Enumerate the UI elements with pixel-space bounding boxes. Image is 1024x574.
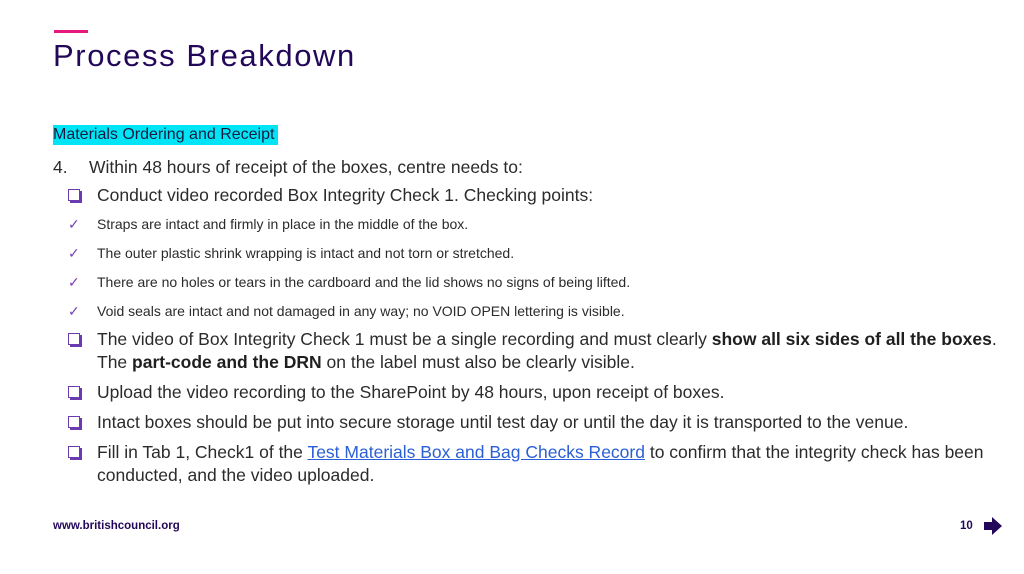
list-item-text: Fill in Tab 1, Check1 of the Test Materials Box and Bag Checks Record to confirm that the integrity check has been conducted, and the video uploaded. xyxy=(97,442,984,485)
check-item xyxy=(53,244,1003,262)
section-heading: Materials Ordering and Receipt xyxy=(53,125,278,145)
list-item-text: The video of Box Integrity Check 1 must be a single recording and must clearly show all six sides of all the boxes. The part-code and the DRN on the label must also be clearly visible. xyxy=(97,329,997,372)
content-body xyxy=(53,156,1003,487)
check-item-text: Straps are intact and firmly in place in the middle of the box. xyxy=(97,216,469,232)
checkmark-icon: ✓ xyxy=(68,245,80,261)
list-item-text: Upload the video recording to the SharePoint by 48 hours, upon receipt of boxes. xyxy=(97,382,725,402)
page-number: 10 xyxy=(960,520,973,532)
list-item xyxy=(53,328,1003,374)
list-item xyxy=(53,381,1003,404)
check-item-text: There are no holes or tears in the cardboard and the lid shows no signs of being lifted. xyxy=(97,274,631,290)
check-item xyxy=(53,273,1003,291)
check-item xyxy=(53,302,1003,320)
list-item-text: Conduct video recorded Box Integrity Check 1. Checking points: xyxy=(97,185,594,205)
arrow-right-icon[interactable] xyxy=(983,516,1003,536)
square-bullet-icon xyxy=(68,333,80,345)
check-item xyxy=(53,215,1003,233)
emphasis-text: part-code and the DRN xyxy=(132,352,322,372)
emphasis-text: show all six sides of all the boxes xyxy=(711,329,992,349)
square-bullet-icon xyxy=(68,189,80,201)
square-bullet-icon xyxy=(68,386,80,398)
item-number: 4. xyxy=(53,157,68,177)
list-item xyxy=(53,441,1003,487)
check-item-text: The outer plastic shrink wrapping is intact and not torn or stretched. xyxy=(97,245,515,261)
footer-website[interactable]: www.britishcouncil.org xyxy=(53,520,180,532)
list-item xyxy=(53,411,1003,434)
checkmark-icon: ✓ xyxy=(68,303,80,319)
numbered-item xyxy=(53,156,1003,180)
square-bullet-icon xyxy=(68,416,80,428)
list-item xyxy=(53,184,1003,207)
title-accent-bar xyxy=(54,30,88,33)
page-title: Process Breakdown xyxy=(53,38,356,73)
box-checks-record-link[interactable]: Test Materials Box and Bag Checks Record xyxy=(307,442,645,462)
item-text: Within 48 hours of receipt of the boxes, centre needs to: xyxy=(89,157,523,177)
checkmark-icon: ✓ xyxy=(68,274,80,290)
checkmark-icon: ✓ xyxy=(68,216,80,232)
check-item-text: Void seals are intact and not damaged in any way; no VOID OPEN lettering is visible. xyxy=(97,303,625,319)
list-item-text: Intact boxes should be put into secure storage until test day or until the day it is transported to the venue. xyxy=(97,412,909,432)
square-bullet-icon xyxy=(68,446,80,458)
